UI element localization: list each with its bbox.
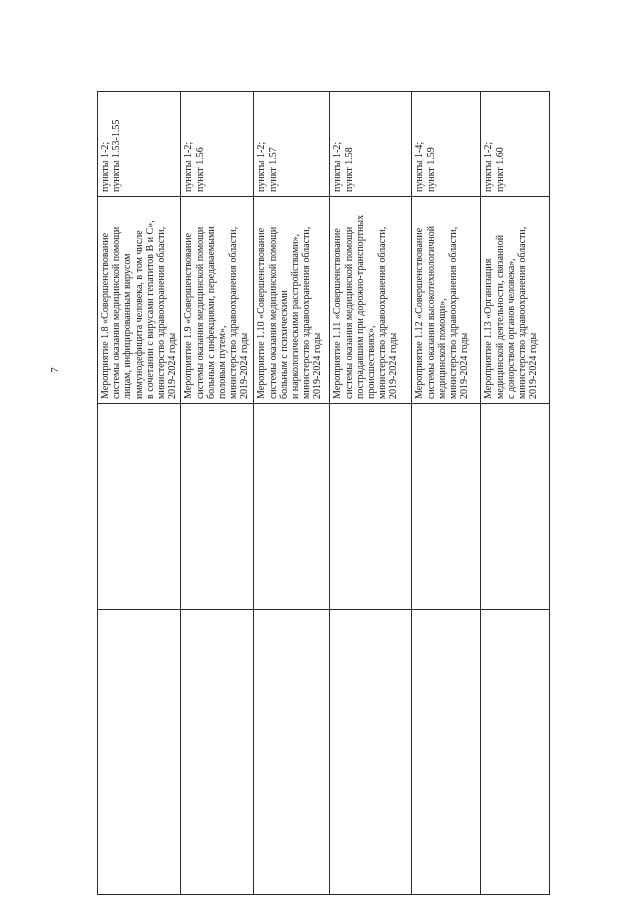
empty-cell [330,404,412,610]
table-row [412,92,481,895]
empty-cell [181,610,254,895]
rotated-table-frame [97,92,640,534]
table-rotator [97,92,539,895]
table-row [98,92,181,895]
table-row [254,92,330,895]
event-cell: Мероприятие 1.11 «Совершенствование системы оказания медицинской помощи пострадавшим при дорожно-транспортных происшествиях», министерство здравоохранения области, 2019-2024 годы [330,197,412,404]
reference-cell: пункты 1-2; пункт 1.58 [330,92,412,197]
empty-cell [98,610,181,895]
table-row [481,92,550,895]
event-cell: Мероприятие 1.10 «Совершенствование системы оказания медицинской помощи больным с психическими и наркологическими расстройствами», министерство здравоохранения области, 2019-2024 годы [254,197,330,404]
empty-cell [412,404,481,610]
table-body [98,92,550,895]
measures-table [97,91,550,895]
reference-cell: пункты 1-2; пункты 1.53-1.55 [98,92,181,197]
table-row [181,92,254,895]
empty-cell [181,404,254,610]
reference-cell: пункты 1-4; пункт 1.59 [412,92,481,197]
empty-cell [254,404,330,610]
table-row [330,92,412,895]
event-cell: Мероприятие 1.9 «Совершенствование системы оказания медицинской помощи больным с инфекциями, передаваемыми половым путем», министерство здравоохранения области, 2019-2024 годы [181,197,254,404]
event-cell: Мероприятие 1.12 «Совершенствование системы оказания высокотехнологичной медицинской помощи», министерство здравоохранения области, 2019-2024 годы [412,197,481,404]
reference-cell: пункты 1-2; пункт 1.60 [481,92,550,197]
empty-cell [98,404,181,610]
empty-cell [481,610,550,895]
event-cell: Мероприятие 1.8 «Совершенствование системы оказания медицинской помощи лицам, инфицированным вирусом иммунодефицита человека, в том числе в сочетании с вирусами гепатитов B и C», министерство здравоохранения области, 2019-2024 годы [98,197,181,404]
empty-cell [481,404,550,610]
page-number: 7 [49,367,61,373]
reference-cell: пункты 1-2; пункт 1.56 [181,92,254,197]
reference-cell: пункты 1-2; пункт 1.57 [254,92,330,197]
empty-cell [412,610,481,895]
empty-cell [254,610,330,895]
empty-cell [330,610,412,895]
event-cell: Мероприятие 1.13 «Организация медицинской деятельности, связанной с донорством органов человека», министерство здравоохранения области, 2019-2024 годы [481,197,550,404]
